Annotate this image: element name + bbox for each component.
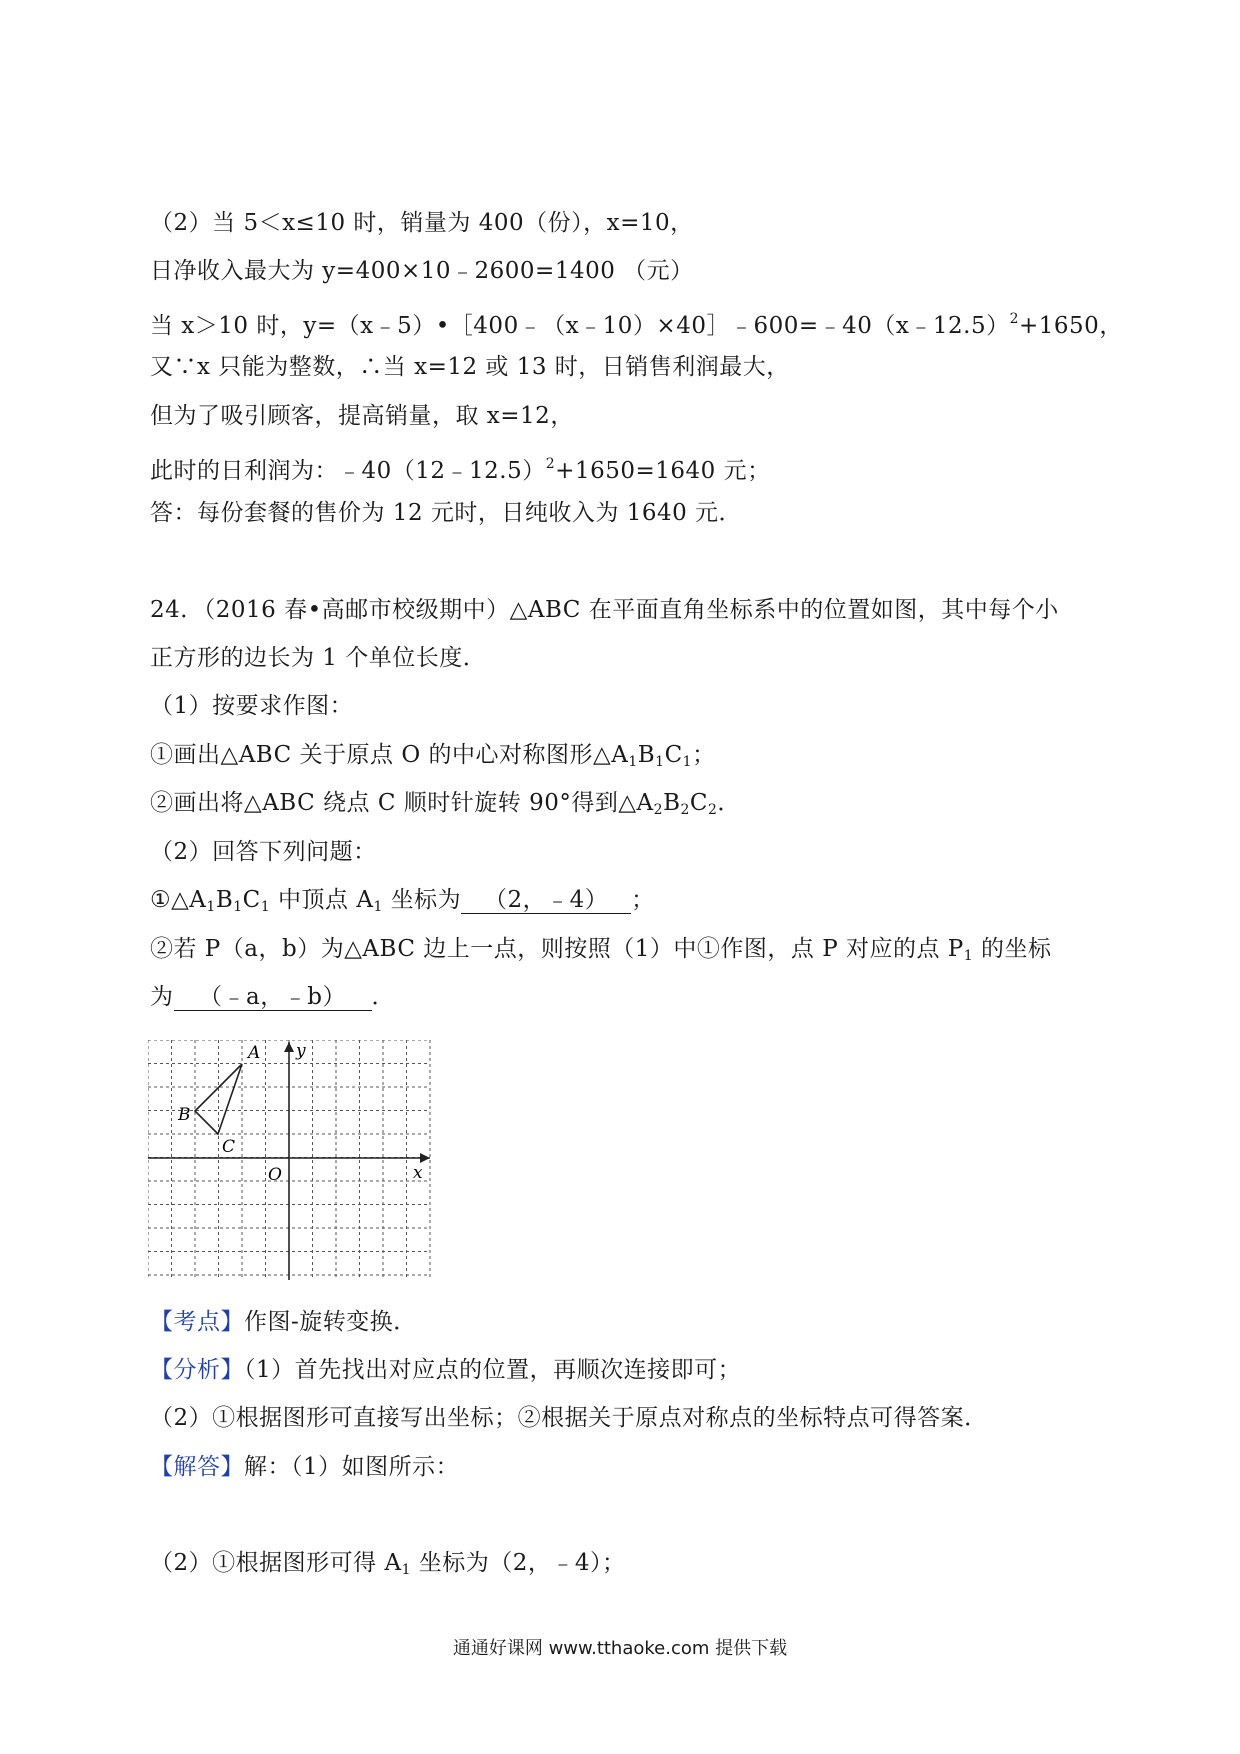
- kaodian-text: 作图-旋转变换．: [244, 1309, 417, 1335]
- solution-line-5: 但为了吸引顾客，提高销量，取 x=12，: [150, 403, 574, 429]
- subscript: 1: [373, 899, 383, 915]
- subscript: 2: [680, 802, 690, 818]
- subscript: 1: [655, 754, 665, 770]
- text: ；: [631, 887, 655, 913]
- subscript: 1: [260, 899, 271, 915]
- label-origin: O: [268, 1165, 282, 1185]
- kaodian-tag: 【考点】: [150, 1309, 244, 1335]
- fenxi-line: [150, 1355, 741, 1385]
- text: 为: [150, 984, 174, 1010]
- coordinate-grid-figure: [148, 1040, 433, 1280]
- text: 的坐标: [973, 936, 1052, 962]
- superscript: 2: [1009, 311, 1020, 327]
- subscript: 1: [401, 1562, 411, 1578]
- jieda-text: 解：（1）如图所示：: [244, 1454, 460, 1480]
- footer-text: 通通好课网 www.tthaoke.com 提供下载: [452, 1638, 788, 1659]
- label-c: C: [222, 1137, 236, 1157]
- label-a: A: [248, 1043, 261, 1063]
- answer-2-line: [150, 1548, 626, 1585]
- text: 此时的日利润为：﹣40（12﹣12.5）: [150, 458, 546, 484]
- fenxi-line-2: （2）①根据图形可直接写出坐标；②根据关于原点对称点的坐标特点可得答案．: [150, 1405, 988, 1431]
- solution-answer-line: 答：每份套餐的售价为 12 元时，日纯收入为 1640 元．: [150, 500, 743, 526]
- text: 中顶点 A: [270, 887, 374, 913]
- text: 当 x＞10 时，y=（x﹣5）•［400﹣（x﹣10）×40］﹣600=﹣40（x﹣12.5）: [150, 313, 1010, 339]
- solution-line-4: 又∵x 只能为整数，∴当 x=12 或 13 时，日销售利润最大，: [150, 354, 790, 380]
- problem-24-title: 24．（2016 春•高邮市校级期中）△ABC 在平面直角坐标系中的位置如图，其中每个小: [150, 597, 1059, 623]
- text: C: [242, 887, 261, 913]
- problem-24-question-2-cont: [150, 982, 395, 1012]
- text: B: [215, 887, 234, 913]
- text: 坐标为: [382, 887, 462, 913]
- text: ；: [692, 742, 716, 768]
- text: B: [637, 742, 656, 768]
- text: ①△A: [150, 887, 207, 913]
- jieda-line: [150, 1452, 459, 1482]
- problem-24-question-2: [150, 934, 1052, 971]
- kaodian-line: [150, 1307, 417, 1337]
- problem-24-part-2: （2）回答下列问题：: [150, 839, 377, 865]
- text: 坐标为（2，﹣4）；: [410, 1550, 626, 1576]
- label-y-axis: y: [296, 1041, 306, 1061]
- text: ．: [371, 984, 395, 1010]
- answer-blank: （2，﹣4）: [461, 887, 631, 914]
- jieda-tag: 【解答】: [150, 1454, 244, 1480]
- problem-24-question-1: [150, 885, 655, 922]
- solution-line-3: [150, 304, 1123, 341]
- x-axis-arrow: [420, 1153, 430, 1163]
- subscript: 1: [682, 754, 693, 770]
- text: C: [689, 790, 708, 816]
- fenxi-text: （1）首先找出对应点的位置，再顺次连接即可；: [244, 1357, 742, 1383]
- problem-24-line-2: 正方形的边长为 1 个单位长度．: [150, 645, 487, 671]
- subscript: 1: [206, 899, 216, 915]
- subscript: 2: [708, 802, 718, 818]
- text: ②画出将△ABC 绕点 C 顺时针旋转 90°得到△A: [150, 790, 654, 816]
- fenxi-tag: 【分析】: [150, 1357, 244, 1383]
- text: +1650，: [1019, 313, 1123, 339]
- text: ．: [717, 790, 741, 816]
- subscript: 2: [653, 802, 664, 818]
- subscript: 1: [628, 754, 638, 770]
- text: B: [663, 790, 681, 816]
- problem-24-item-1: [150, 740, 716, 777]
- answer-blank: （﹣a，﹣b）: [174, 984, 372, 1011]
- triangle-abc: [195, 1064, 242, 1134]
- y-axis-arrow: [284, 1042, 294, 1052]
- problem-24-part-1: （1）按要求作图：: [150, 693, 354, 719]
- problem-24-item-2: [150, 788, 741, 825]
- label-b: B: [178, 1105, 191, 1125]
- subscript: 1: [233, 899, 243, 915]
- text: ②若 P（a，b）为△ABC 边上一点，则按照（1）中①作图，点 P 对应的点 P: [150, 936, 964, 962]
- text: C: [664, 742, 683, 768]
- text: ①画出△ABC 关于原点 O 的中心对称图形△A: [150, 742, 629, 768]
- subscript: 1: [963, 948, 974, 964]
- label-x-axis: x: [413, 1163, 423, 1183]
- solution-line-6: [150, 449, 771, 486]
- text: +1650=1640 元；: [555, 458, 771, 484]
- solution-line-1: （2）当 5＜x≤10 时，销量为 400（份），x=10，: [150, 210, 694, 236]
- superscript: 2: [545, 456, 556, 472]
- solution-line-2: 日净收入最大为 y=400×10﹣2600=1400 （元）: [150, 258, 694, 284]
- text: （2）①根据图形可得 A: [150, 1550, 402, 1576]
